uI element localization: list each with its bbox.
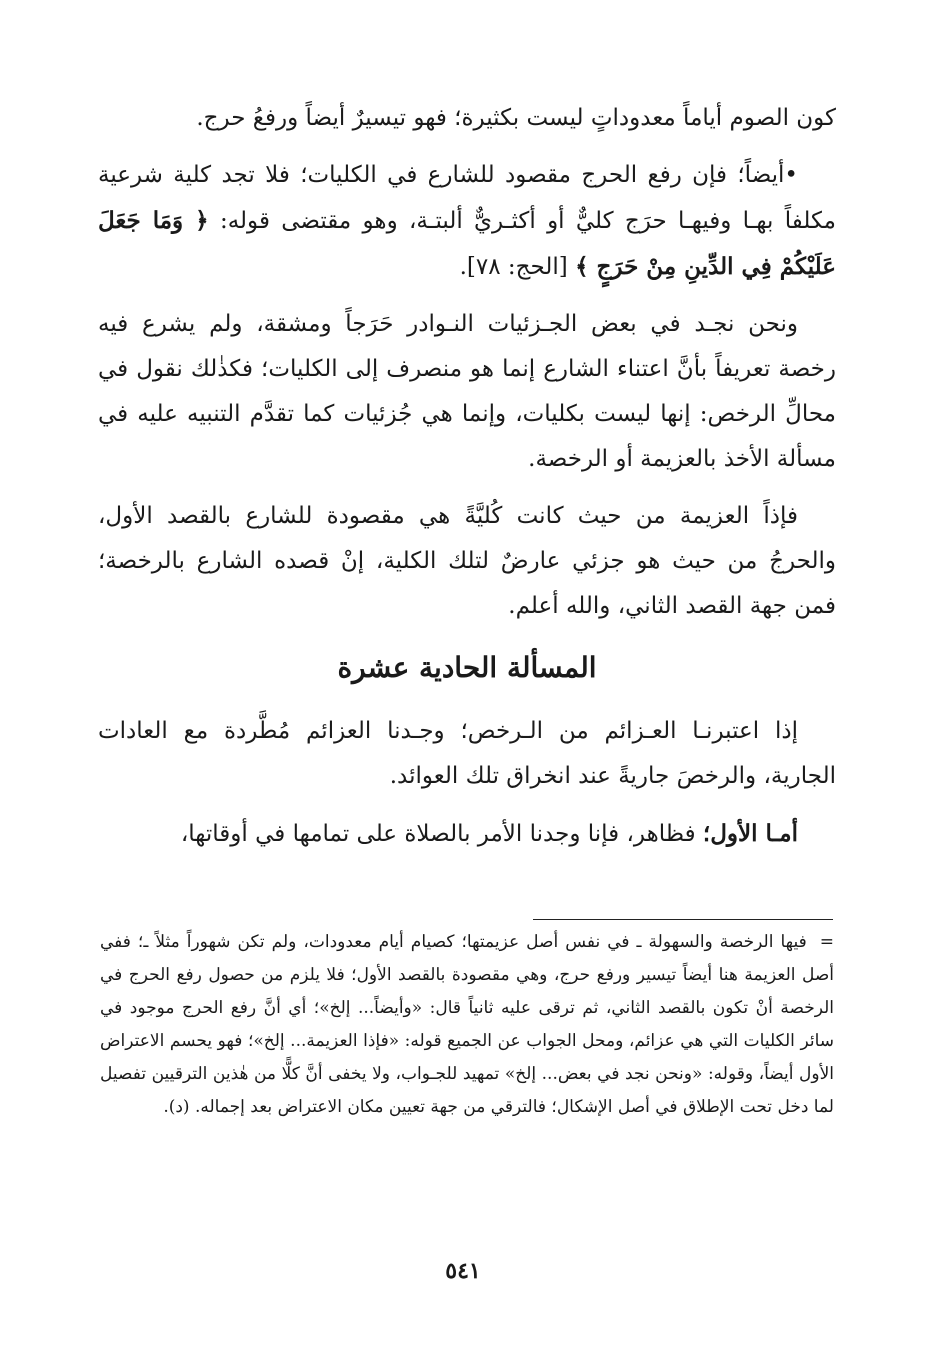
paragraph-2-text: •أيضاً؛ فإن رفع الحرج مقصود للشارع في الكليات؛ فلا تجد كلية شرعية مكلفاً بهـا وفيهـا حرَج كليٌّ أو أكثـريٌّ ألبتـة، وهو مقتضى قوله: <box>98 162 836 234</box>
quran-verse: ﴿ وَمَا جَعَلَ عَلَيْكُمْ فِي الدِّينِ مِنْ حَرَجٍ ﴾ <box>98 207 836 280</box>
footnote-divider <box>533 919 833 920</box>
paragraph-6-lead: أمـا الأول؛ <box>702 820 798 847</box>
paragraph-6 <box>98 811 836 857</box>
main-text <box>98 96 836 869</box>
paragraph-2 <box>98 153 836 290</box>
page-number: ٥٤١ <box>445 1258 481 1284</box>
footnote-text: فيها الرخصة والسهولة ـ في نفس أصل عزيمتها؛ كصيام أيام معدودات، ولم تكن شهوراً مثلاً ـ؛ ففي أصل العزيمة هنا أيضاً تيسير ورفع حرج، وهي مقصودة بالقصد الأول؛ فلا يلزم من حصول رفع الحرج في الرخصة أنْ تكون بالقصد الثاني، ثم ترقى عليه ثانياً قال: «وأيضاً... إلخ»؛ أي أنَّ رفع الحرج موجود في سائر الكليات التي هي عزائم، ومحل الجواب عن الجميع قوله: «فإذا العزيمة... إلخ»؛ فهو يحسم الاعتراض الأول أيضاً، وقوله: «ونحن نجد في بعض... إلخ» تمهيد للجـواب، ولا يخفى أنَّ كلًّا من هٰذين الترقيين تفصيل لما دخل تحت الإطلاق في أصل الإشكال؛ فالترقي من جهة تعيين مكان الاعتراض بعد إجماله. (د). <box>100 932 834 1117</box>
verse-reference: [الحج: ٧٨]. <box>459 254 568 280</box>
paragraph-3: ونحن نجـد في بعض الجـزئيات النـوادر حَرَجاً ومشقة، ولم يشرع فيه رخصة تعريفاً بأنَّ اعتناء الشارع إنما هو منصرف إلى الكليات؛ فكذٰلك نقول في محالِّ الرخص: إنها ليست بكليات، وإنما هي جُزئيات كما تقدَّم التنبيه عليه في مسألة الأخذ بالعزيمة أو الرخصة. <box>98 311 836 472</box>
footnote <box>100 926 834 1124</box>
paragraph-5: إذا اعتبرنـا العـزائم من الـرخص؛ وجـدنا العزائم مُطَّردة مع العادات الجارية، والرخصَ جاريةً عند انخراق تلك العوائد. <box>98 718 836 789</box>
section-heading: المسألة الحادية عشرة <box>337 651 597 684</box>
footnote-continuation-marker: = <box>819 932 834 952</box>
paragraph-6-text: فظاهر، فإنا وجدنا الأمر بالصلاة على تمامها في أوقاتها، <box>180 821 696 847</box>
paragraph-1: كون الصوم أياماً معدوداتٍ ليست بكثيرة؛ فهو تيسيرٌ أيضاً ورفعُ حرج. <box>196 105 836 131</box>
paragraph-4: فإذاً العزيمة من حيث كانت كُليَّةً هي مقصودة للشارع بالقصد الأول، والحرجُ من حيث هو جزئي عارضٌ لتلك الكلية، إنْ قصده الشارع بالرخصة؛ فمن جهة القصد الثاني، والله أعلم. <box>98 503 836 619</box>
